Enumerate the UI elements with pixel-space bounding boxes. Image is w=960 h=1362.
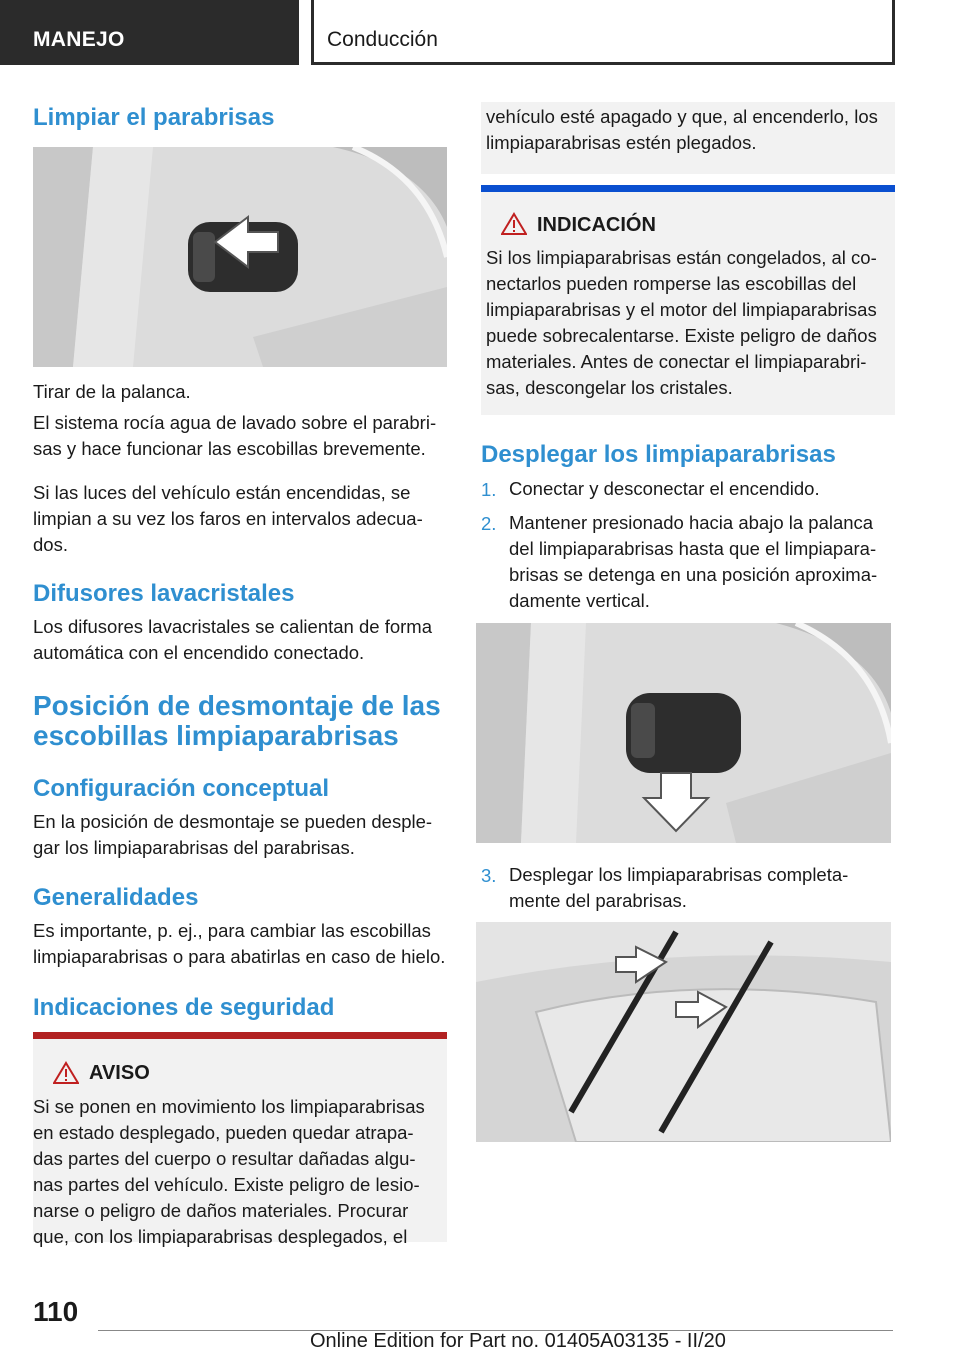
aviso-line-5: narse o peligro de daños materiales. Procurar: [33, 1200, 409, 1221]
heading-desplegar: Desplegar los limpiaparabrisas: [481, 441, 836, 468]
text-config-2: gar los limpiaparabrisas del parabrisas.: [33, 837, 355, 858]
text-sistema-1: El sistema rocía agua de lavado sobre el parabri‐: [33, 412, 437, 433]
text-luces-1: Si las luces del vehículo están encendidas, se: [33, 482, 411, 503]
text-luces-2: limpian a su vez los faros en intervalos adecua‐: [33, 508, 423, 529]
warning-icon: [501, 212, 527, 236]
indicacion-title: INDICACIÓN: [537, 214, 656, 236]
warning-icon: [53, 1061, 79, 1085]
heading-posicion-1: Posición de desmontaje de las: [33, 690, 441, 721]
aviso-line-3: das partes del cuerpo o resultar dañadas algu‐: [33, 1148, 416, 1169]
aviso-cont-line-2: limpiaparabrisas estén plegados.: [486, 132, 757, 153]
figure-wiper-lever-pull: [33, 147, 447, 367]
chapter-title: Conducción: [327, 28, 438, 51]
heading-posicion-2: escobillas limpiaparabrisas: [33, 720, 399, 751]
aviso-box: [33, 1032, 447, 1247]
step-number-1: 1.: [481, 479, 497, 500]
step-2-line-2: del limpiaparabrisas hasta que el limpiapara‐: [509, 538, 877, 559]
step-2-line-4: damente vertical.: [509, 590, 650, 611]
heading-generalidades: Generalidades: [33, 884, 199, 911]
indicacion-bar: [481, 185, 895, 192]
step-1-line-1: Conectar y desconectar el encendido.: [509, 478, 820, 499]
aviso-title: AVISO: [89, 1062, 150, 1084]
step-number-3: 3.: [481, 865, 497, 886]
figure-wiper-lever-down: [476, 623, 891, 843]
indicacion-line-3: limpiaparabrisas y el motor del limpiaparabrisas: [486, 299, 877, 320]
aviso-line-6: que, con los limpiaparabrisas desplegados, el: [33, 1226, 408, 1247]
heading-difusores: Difusores lavacristales: [33, 580, 295, 607]
heading-configuracion: Configuración conceptual: [33, 775, 330, 802]
footer-edition: Online Edition for Part no. 01405A03135 - II/20: [310, 1330, 726, 1352]
aviso-bar: [33, 1032, 447, 1039]
text-difusores-2: automática con el encendido conectado.: [33, 642, 365, 663]
step-3-line-1: Desplegar los limpiaparabrisas completa‐: [509, 864, 849, 885]
aviso-line-1: Si se ponen en movimiento los limpiaparabrisas: [33, 1096, 425, 1117]
text-config-1: En la posición de desmontaje se pueden desple‐: [33, 811, 433, 832]
aviso-cont-line-1: vehículo esté apagado y que, al encenderlo, los: [486, 106, 878, 127]
page-number: 110: [33, 1296, 79, 1327]
figure-wipers-raised: [476, 922, 891, 1142]
indicacion-line-6: sas, descongelar los cristales.: [486, 377, 733, 398]
indicacion-line-5: materiales. Antes de conectar el limpiaparabri‐: [486, 351, 867, 372]
indicacion-line-2: nectarlos pueden romperse las escobillas del: [486, 273, 857, 294]
chapter-tab: [311, 0, 895, 65]
text-difusores-1: Los difusores lavacristales se calientan de forma: [33, 616, 432, 637]
text-general-1: Es importante, p. ej., para cambiar las escobillas: [33, 920, 431, 941]
indicacion-line-4: puede sobrecalentarse. Existe peligro de daños: [486, 325, 877, 346]
step-2-line-1: Mantener presionado hacia abajo la palanca: [509, 512, 874, 533]
step-2-line-3: brisas se detenga en una posición aproxima‐: [509, 564, 878, 585]
aviso-line-4: nas partes del vehículo. Existe peligro de lesio‐: [33, 1174, 420, 1195]
text-sistema-2: sas y hace funcionar las escobillas brevemente.: [33, 438, 426, 459]
section-title: MANEJO: [33, 28, 125, 51]
section-tab: [0, 0, 299, 65]
indicacion-line-1: Si los limpiaparabrisas están congelados, al co‐: [486, 247, 877, 268]
text-general-2: limpiaparabrisas o para abatirlas en caso de hielo.: [33, 946, 446, 967]
step-3-line-2: mente del parabrisas.: [509, 890, 687, 911]
aviso-box-continued: [481, 102, 895, 174]
text-tirar: Tirar de la palanca.: [33, 381, 191, 402]
text-luces-3: dos.: [33, 534, 68, 555]
aviso-line-2: en estado desplegado, pueden quedar atrapa‐: [33, 1122, 414, 1143]
heading-seguridad: Indicaciones de seguridad: [33, 994, 335, 1021]
heading-limpiar: Limpiar el parabrisas: [33, 104, 275, 131]
step-number-2: 2.: [481, 513, 497, 534]
indicacion-box: [481, 185, 895, 415]
